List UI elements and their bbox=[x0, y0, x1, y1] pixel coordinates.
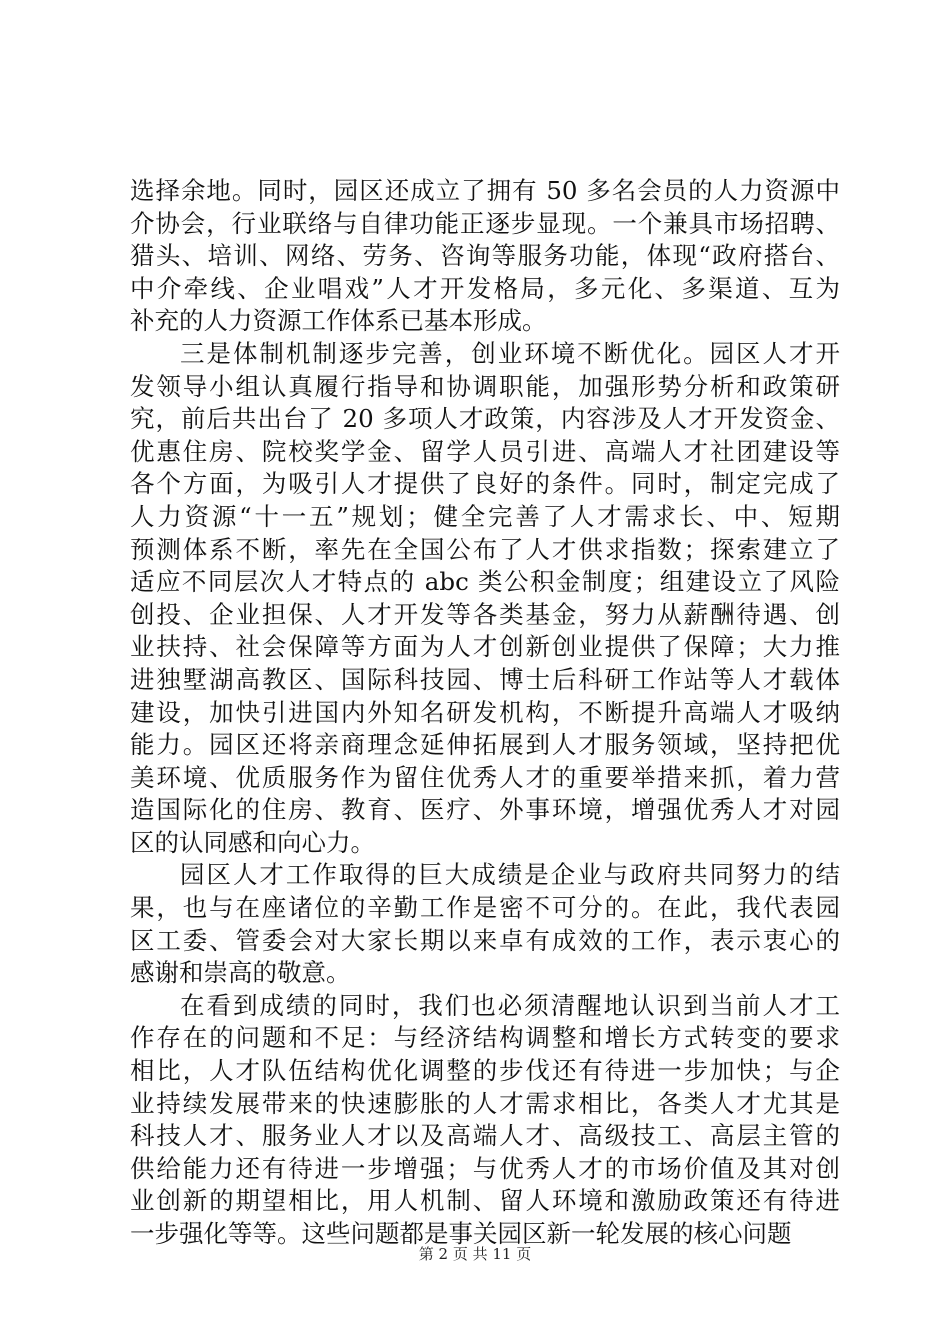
text-line: 适应不同层次人才特点的 abc 类公积金制度；组建设立了风险 bbox=[130, 567, 840, 597]
text-line: 园区人才工作取得的巨大成绩是企业与政府共同努力的结 bbox=[180, 860, 840, 890]
text-line: 究，前后共出台了 20 多项人才政策，内容涉及人才开发资金、 bbox=[130, 404, 840, 434]
text-line: 科技人才、服务业人才以及高端人才、高级技工、高层主管的 bbox=[130, 1121, 840, 1151]
text-line: 介协会，行业联络与自律功能正逐步显现。一个兼具市场招聘、 bbox=[130, 208, 840, 238]
text-line: 发领导小组认真履行指导和协调职能，加强形势分析和政策研 bbox=[130, 371, 840, 401]
paragraph bbox=[130, 175, 840, 338]
text-line: 一步强化等等。这些问题都是事关园区新一轮发展的核心问题 bbox=[130, 1219, 792, 1248]
text-line: 在看到成绩的同时，我们也必须清醒地认识到当前人才工 bbox=[180, 990, 840, 1020]
text-line: 美环境、优质服务作为留住优秀人才的重要举措来抓，着力营 bbox=[130, 762, 840, 792]
text-line: 猎头、培训、网络、劳务、咨询等服务功能，体现“政府搭台、 bbox=[130, 241, 840, 271]
text-line: 果，也与在座诸位的辛勤工作是密不可分的。在此，我代表园 bbox=[130, 893, 840, 923]
text-line: 预测体系不断，率先在全国公布了人才供求指数；探索建立了 bbox=[130, 534, 840, 564]
text-line: 中介牵线、企业唱戏”人才开发格局，多元化、多渠道、互为 bbox=[130, 273, 840, 303]
page-footer: 第 2 页 共 11 页 bbox=[418, 1245, 532, 1263]
text-line: 各个方面，为吸引人才提供了良好的条件。同时，制定完成了 bbox=[130, 469, 840, 499]
text-line: 补充的人力资源工作体系已基本形成。 bbox=[130, 306, 547, 336]
text-line: 优惠住房、院校奖学金、留学人员引进、高端人才社团建设等 bbox=[130, 436, 840, 466]
text-line: 区工委、管委会对大家长期以来卓有成效的工作，表示衷心的 bbox=[130, 925, 840, 955]
text-line: 三是体制机制逐步完善，创业环境不断优化。园区人才开 bbox=[180, 338, 840, 368]
text-line: 业创新的期望相比，用人机制、留人环境和激励政策还有待进 bbox=[130, 1186, 840, 1216]
paragraph bbox=[130, 990, 840, 1251]
text-line: 选择余地。同时，园区还成立了拥有 50 多名会员的人力资源中 bbox=[130, 176, 840, 205]
text-line: 相比，人才队伍结构优化调整的步伐还有待进一步加快；与企 bbox=[130, 1056, 840, 1086]
text-line: 能力。园区还将亲商理念延伸拓展到人才服务领域，坚持把优 bbox=[130, 730, 840, 760]
text-line: 供给能力还有待进一步增强；与优秀人才的市场价值及其对创 bbox=[130, 1153, 840, 1183]
paragraph bbox=[130, 859, 840, 989]
text-line: 造国际化的住房、教育、医疗、外事环境，增强优秀人才对园 bbox=[130, 795, 840, 825]
text-line: 业持续发展带来的快速膨胀的人才需求相比，各类人才尤其是 bbox=[130, 1088, 840, 1118]
text-line: 人力资源“十一五”规划；健全完善了人才需求长、中、短期 bbox=[130, 501, 840, 531]
text-line: 业扶持、社会保障等方面为人才创新创业提供了保障；大力推 bbox=[130, 632, 840, 662]
text-line: 作存在的问题和不足：与经济结构调整和增长方式转变的要求 bbox=[130, 1023, 840, 1053]
text-line: 区的认同感和向心力。 bbox=[130, 827, 375, 857]
text-line: 创投、企业担保、人才开发等各类基金，努力从薪酬待遇、创 bbox=[130, 599, 840, 629]
document-body bbox=[130, 175, 840, 1251]
text-line: 感谢和崇高的敬意。 bbox=[130, 958, 351, 988]
text-line: 进独墅湖高教区、国际科技园、博士后科研工作站等人才载体 bbox=[130, 664, 840, 694]
paragraph bbox=[130, 338, 840, 860]
text-line: 建设，加快引进国内外知名研发机构，不断提升高端人才吸纳 bbox=[130, 697, 840, 727]
